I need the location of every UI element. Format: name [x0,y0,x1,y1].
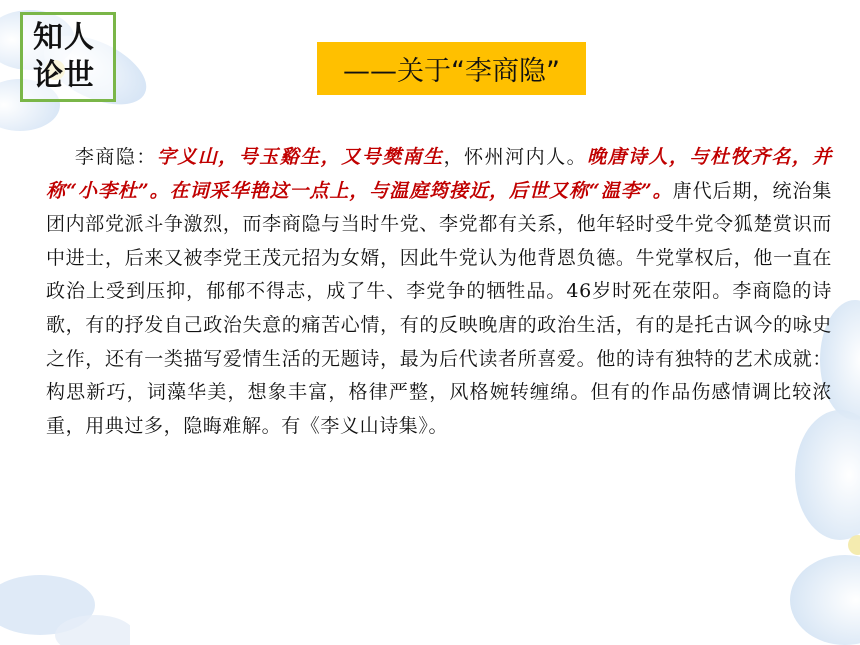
text-segment-2: ，怀州河内人。 [443,146,588,168]
flower-decoration-bottom-left [0,560,130,645]
badge-line-2: 论世 [33,58,95,93]
badge-line-1: 知人 [33,20,95,55]
text-segment-3: 唐代后期，统治集团内部党派斗争激烈，而李商隐与当时牛党、李党都有关系，他年轻时受牛党令狐楚赏识而中进士，后来又被李党王茂元招为女婿，因此牛党认为他背恩负德。牛党掌权后，他一直在政治上受到压抑，郁郁不得志，成了牛、李党争的牺牲品。46岁时死在荥阳。李商隐的诗歌，有的抒发自己政治失意的痛苦心情，有的反映晚唐的政治生活，有的是托古讽今的咏史之作，还有一类描写爱情生活的无题诗，最为后代读者所喜爱。他的诗有独特的艺术成就：构思新巧，词藻华美，想象丰富，格律严整，风格婉转缠绵。但有的作品伤感情调比较浓重，用典过多，隐晦难解。有《李义山诗集》。 [46,179,832,437]
highlight-segment-2: 晚唐诗人，与杜牧齐名，并称“小李杜”。在词采华艳这一点上，与温庭筠接近，后世又称“温李”。 [46,146,833,202]
text-segment-1: 李商隐： [74,146,157,168]
title-banner: ——关于“李商隐” [317,42,586,95]
section-badge [20,12,116,102]
highlight-segment-1: 字义山，号玉谿生，又号樊南生 [156,146,444,168]
biography-paragraph [46,141,832,443]
